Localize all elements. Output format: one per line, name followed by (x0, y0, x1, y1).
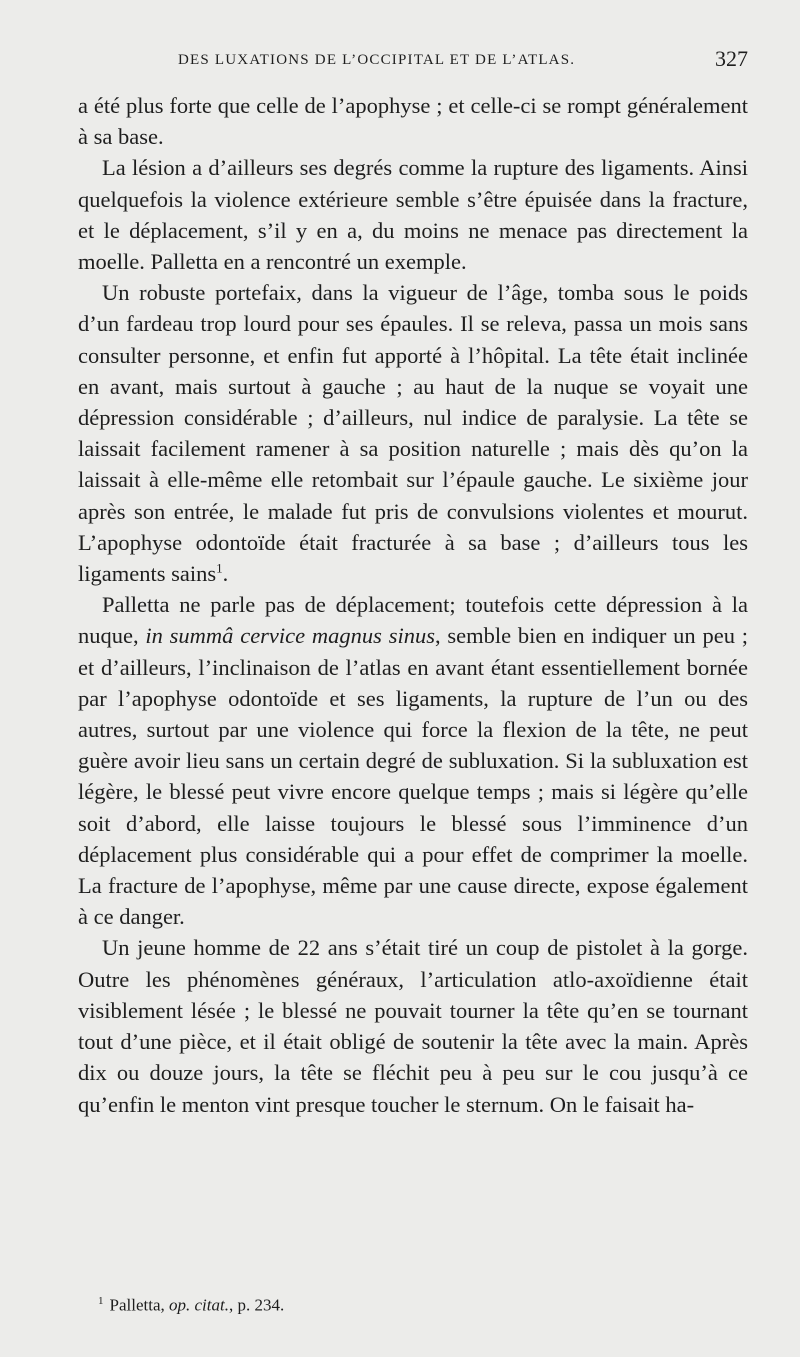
paragraph-portefaix-case (78, 277, 748, 589)
running-head (78, 48, 748, 78)
footnote-reference[interactable]: 1 (216, 560, 223, 576)
paragraph-continued: a été plus forte que celle de l’apophyse ; et celle-ci se rompt généralement à sa base. (78, 93, 748, 150)
paragraph-portefaix-text: Un robuste portefaix, dans la vigueur de l’âge, tomba sous le poids d’un fardeau trop lourd pour ses épaules. Il se releva, passa un mois sans consulter personne, et enfin fut apporté à l’hôpital. La tête était inclinée en avant, mais surtout à gauche ; au haut de la nuque se voyait une dépression considérable ; d’ailleurs, nul indice de paralysie. La tête se laissait facilement ramener à sa position naturelle ; mais dès qu’on la laissait à elle-même elle retombait sur l’épaule gauche. Le sixième jour après son entrée, le malade fut pris de convulsions violentes et mourut. L’apophyse odontoïde était fracturée à sa base ; d’ailleurs tous les ligaments sains (78, 280, 748, 587)
paragraph-portefaix-end: . (222, 561, 229, 587)
paragraph-discussion (78, 589, 748, 932)
body-text (78, 90, 748, 1120)
paragraph-discussion-rest: , semble bien en indiquer un peu ; et d’ailleurs, l’inclinaison de l’atlas en avant étant essentiellement bornée par l’apophyse odontoïde et ses ligaments, la rupture de l’un ou des autres, surtout par une violence qui force la flexion de la tête, ne peut guère avoir lieu sans un certain degré de subluxation. Si la subluxation est légère, le blessé peut vivre encore quelque temps ; mais si légère qu’elle soit d’abord, elle laisse toujours le blessé sous l’imminence d’un déplacement plus considérable qui a pour effet de comprimer la moelle. La fracture de l’apophyse, même par une cause directe, expose également à ce danger. (78, 623, 748, 930)
latin-quote: in summâ cervice magnus sinus (145, 623, 435, 649)
footnote-mark: 1 (98, 1295, 104, 1307)
paragraph-lesion: La lésion a d’ailleurs ses degrés comme la rupture des ligaments. Ainsi quelquefois la violence extérieure semble s’être épuisée dans la fracture, et le déplacement, s’il y en a, du moins ne menace pas directement la moelle. Palletta en a rencontré un exemple. (78, 155, 748, 275)
paragraph-discussion-start: Palletta ne parle pas de déplacement; toutefois cette dépression à la nuque, (78, 592, 748, 649)
footnote (98, 1290, 738, 1317)
page-number: 327 (715, 46, 748, 71)
footnote-citation: op. citat. (168, 1295, 229, 1315)
footnote-page: , p. 234. (228, 1295, 285, 1315)
paragraph-pistol-case: Un jeune homme de 22 ans s’était tiré un coup de pistolet à la gorge. Outre les phénomènes généraux, l’articulation atlo-axoïdienne était visiblement lésée ; le blessé ne pouvait tourner la tête qu’en se tournant tout d’une pièce, et il était obligé de soutenir la tête avec la main. Après dix ou douze jours, la tête se fléchit peu à peu sur le cou jusqu’à ce qu’enfin le menton vint presque toucher le sternum. On le faisait ha- (78, 935, 748, 1117)
footnote-author: Palletta, (109, 1295, 169, 1315)
running-title: DES LUXATIONS DE L’OCCIPITAL ET DE L’ATLAS. (178, 52, 576, 68)
